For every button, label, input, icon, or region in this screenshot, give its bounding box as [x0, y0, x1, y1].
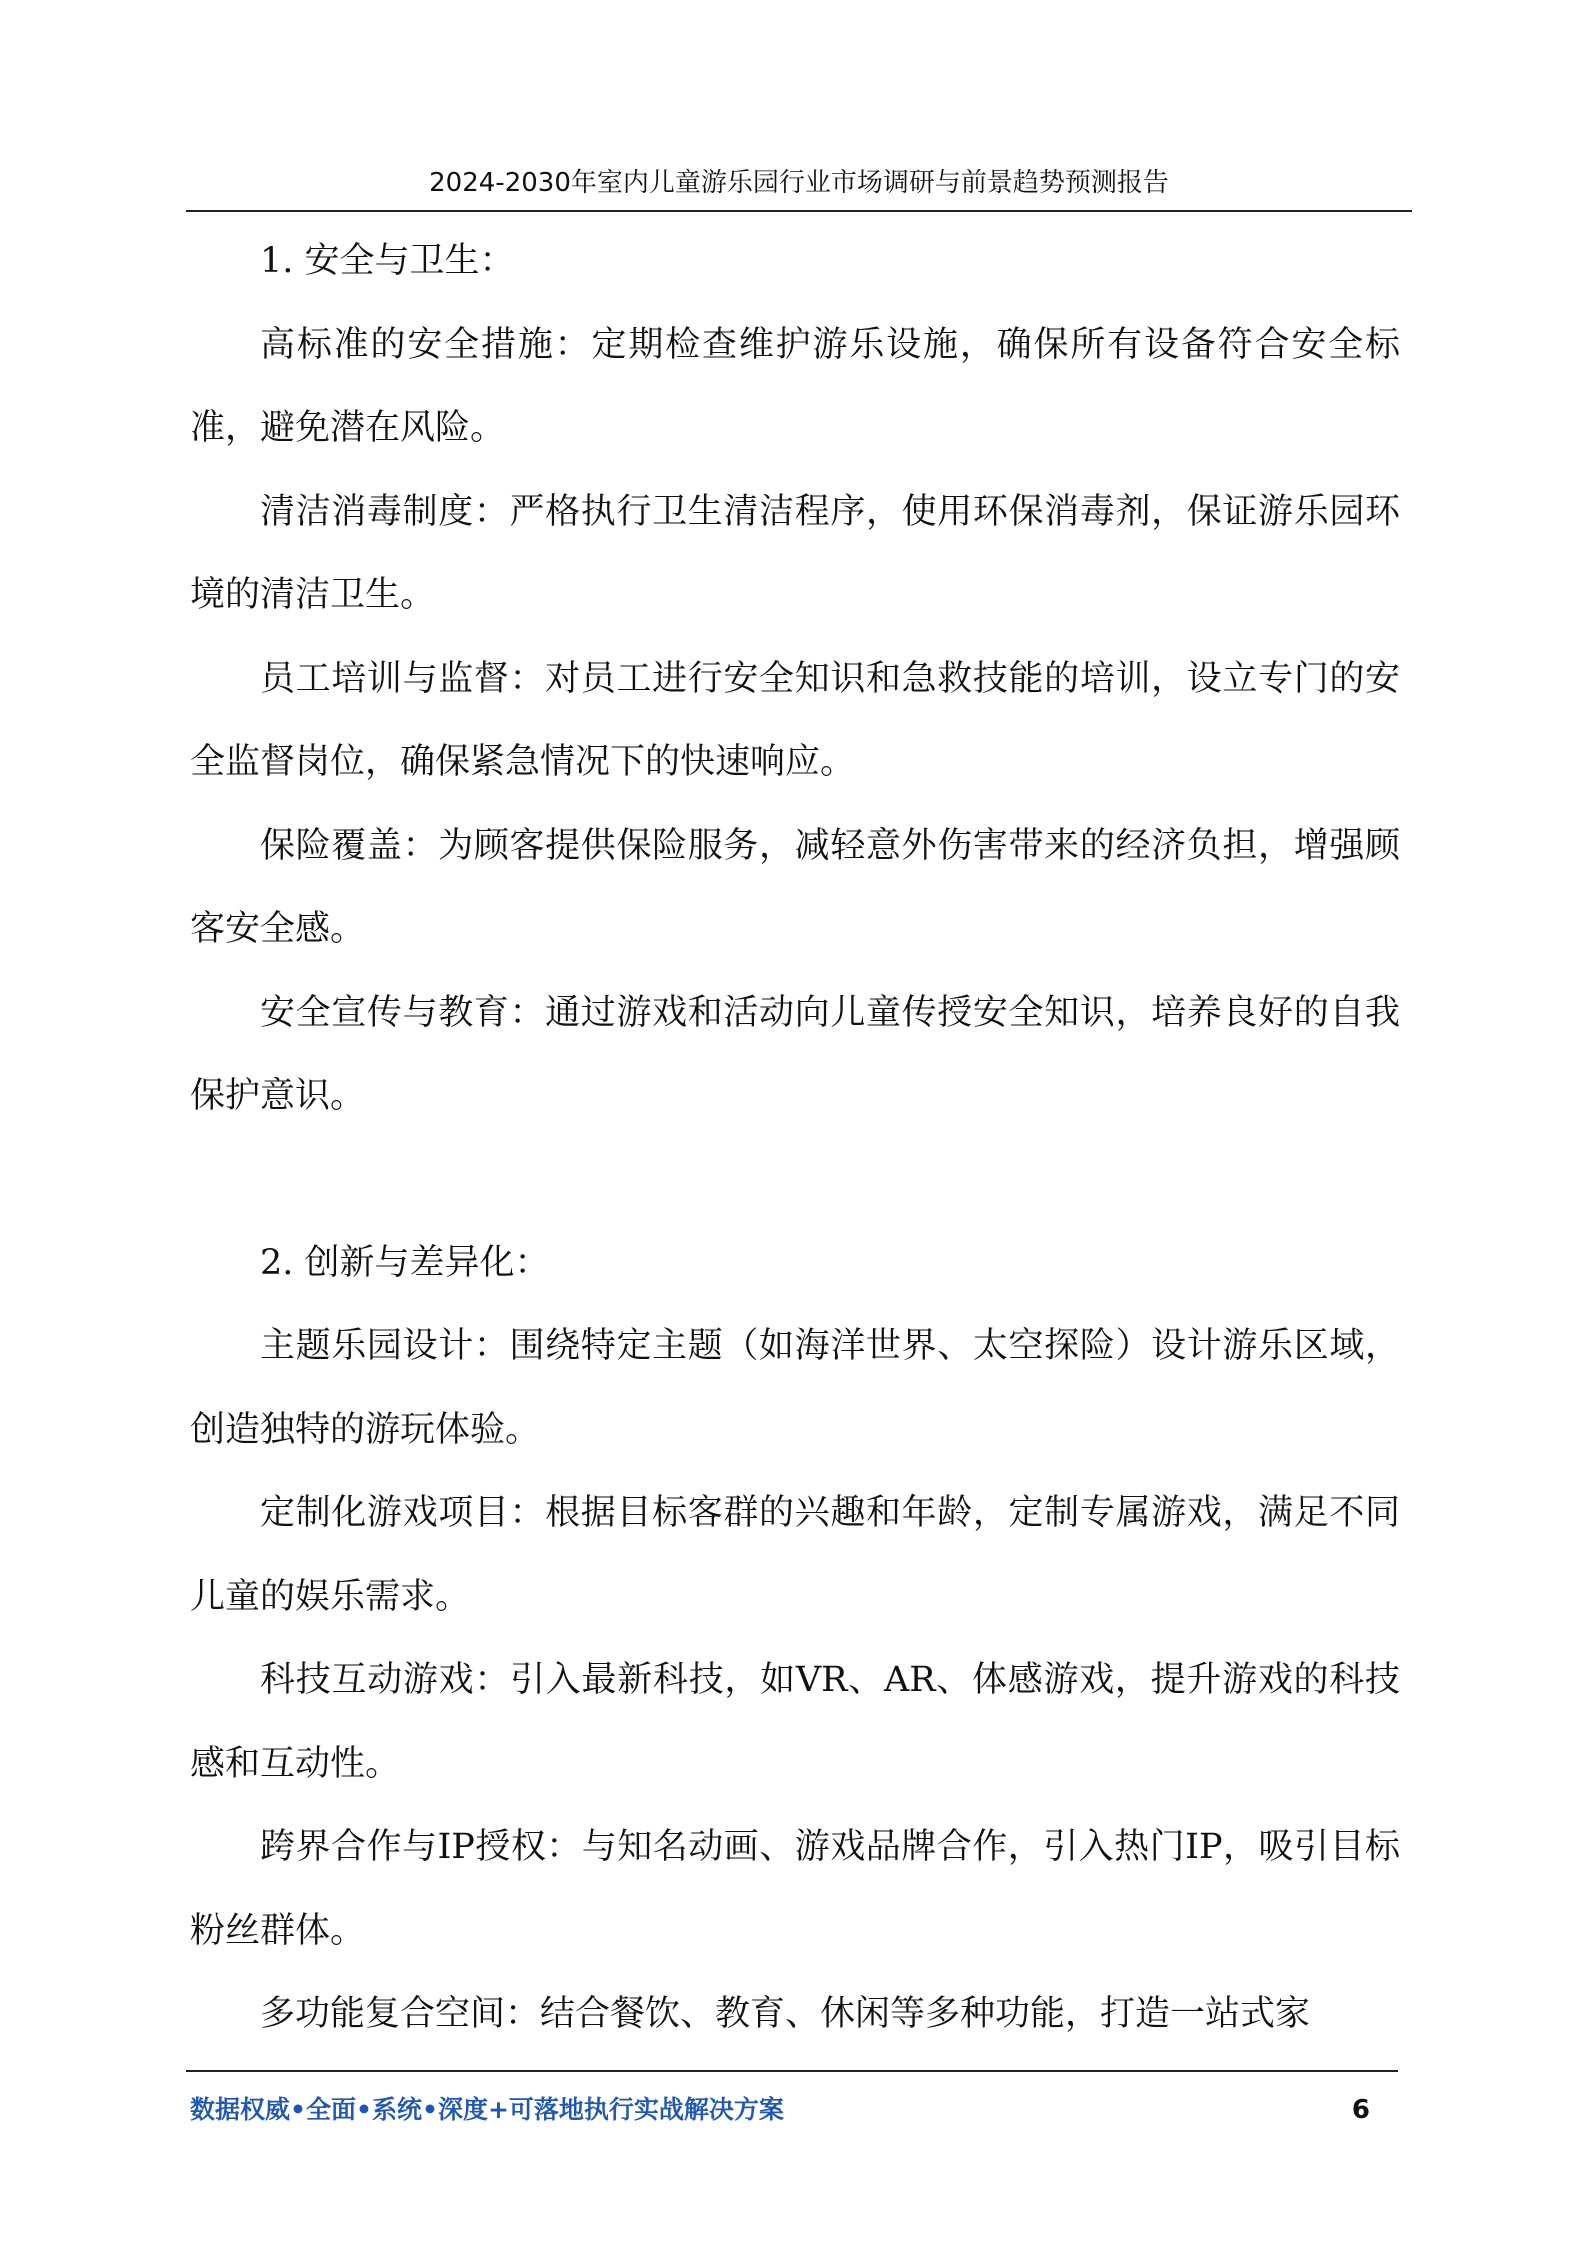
footer-slogan: 数据权威•全面•系统•深度+可落地执行实战解决方案	[190, 2095, 784, 2124]
footer-divider	[186, 2070, 1398, 2072]
paragraph: 员工培训与监督：对员工进行安全知识和急救技能的培训，设立专门的安全监督岗位，确保紧急情况下的快速响应。	[190, 658, 1400, 782]
section-heading-innovation: 2. 创新与差异化：	[260, 1242, 550, 1283]
paragraph: 定制化游戏项目：根据目标客群的兴趣和年龄，定制专属游戏，满足不同儿童的娱乐需求。	[190, 1493, 1400, 1617]
paragraph: 清洁消毒制度：严格执行卫生清洁程序，使用环保消毒剂，保证游乐园环境的清洁卫生。	[190, 491, 1400, 615]
page-header	[186, 158, 1412, 212]
paragraph: 科技互动游戏：引入最新科技，如VR、AR、体感游戏，提升游戏的科技感和互动性。	[190, 1660, 1400, 1784]
document-body	[190, 220, 1400, 2057]
paragraph: 主题乐园设计：围绕特定主题（如海洋世界、太空探险）设计游乐区域，创造独特的游玩体验。	[190, 1326, 1400, 1450]
paragraph: 保险覆盖：为顾客提供保险服务，减轻意外伤害带来的经济负担，增强顾客安全感。	[190, 825, 1400, 949]
section-gap	[190, 1139, 1400, 1222]
paragraph: 高标准的安全措施：定期检查维护游乐设施，确保所有设备符合安全标准，避免潜在风险。	[190, 324, 1400, 448]
page-number: 6	[1351, 2095, 1370, 2125]
section-heading-safety: 1. 安全与卫生：	[260, 241, 515, 281]
paragraph: 安全宣传与教育：通过游戏和活动向儿童传授安全知识，培养良好的自我保护意识。	[190, 992, 1400, 1116]
report-title: 2024-2030年室内儿童游乐园行业市场调研与前景趋势预测报告	[429, 168, 1169, 198]
paragraph: 多功能复合空间：结合餐饮、教育、休闲等多种功能，打造一站式家	[260, 1994, 1311, 2034]
paragraph: 跨界合作与IP授权：与知名动画、游戏品牌合作，引入热门IP，吸引目标粉丝群体。	[190, 1827, 1400, 1951]
